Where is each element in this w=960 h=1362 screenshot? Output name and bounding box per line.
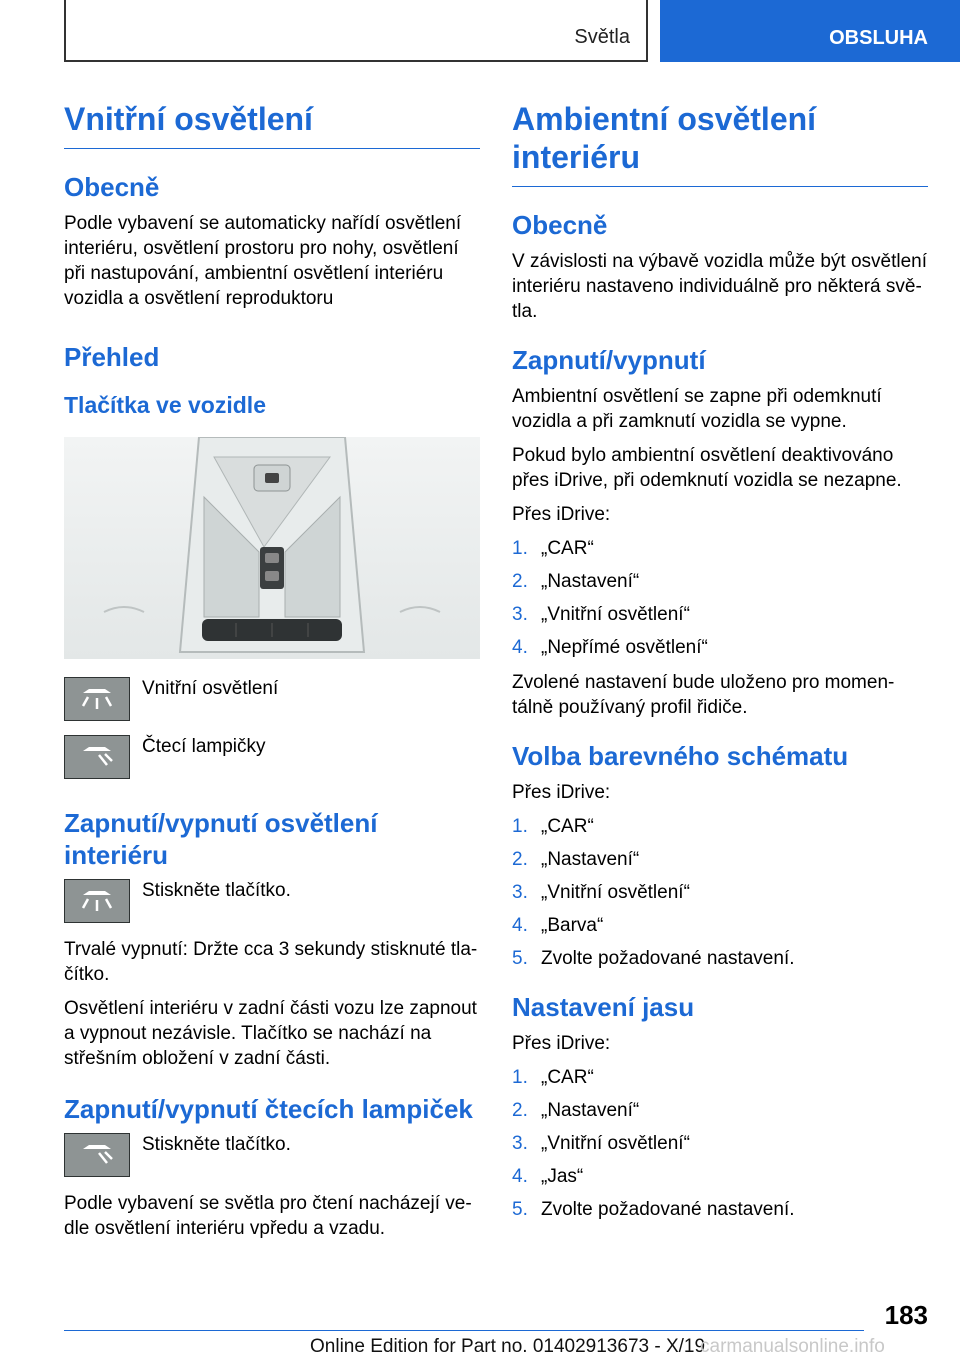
footer-divider bbox=[64, 1330, 864, 1331]
interior-light-label: Vnitřní osvětlení bbox=[142, 678, 279, 699]
list-item: 1. „CAR“ bbox=[512, 816, 594, 837]
list-item: 2. „Nastavení“ bbox=[512, 571, 640, 592]
press-button-text: Stiskněte tlačítko. bbox=[142, 880, 291, 901]
list-item: 2. „Nastavení“ bbox=[512, 849, 640, 870]
header-box bbox=[64, 0, 648, 62]
icon-row-switch-interior bbox=[64, 879, 480, 923]
roof-console-photo bbox=[64, 437, 480, 659]
ambient-general-heading: Obecně bbox=[512, 210, 608, 240]
list-item: 4. „Nepřímé osvětlení“ bbox=[512, 637, 708, 658]
list-item: 1. „CAR“ bbox=[512, 1067, 594, 1088]
ambient-general-text: V závislosti na výbavě vozidla může být osvětlení interiéru nastaveno individuálně pro některá světla. bbox=[512, 251, 928, 322]
reading-light-label: Čtecí lampičky bbox=[142, 736, 266, 757]
ambient-title: Ambientní osvětlení interiéru bbox=[512, 100, 928, 187]
switch-reading-heading: Zapnutí/vypnutí čtecích lampiček bbox=[64, 1094, 473, 1124]
brightness-steps-list bbox=[512, 1065, 928, 1222]
switch-interior-heading: Zapnutí/vypnutí osvětlení interiéru bbox=[64, 808, 378, 870]
section-title: Světla bbox=[574, 26, 630, 48]
general-heading: Obecně bbox=[64, 172, 160, 202]
roof-console-illustration bbox=[64, 437, 480, 659]
icon-row-switch-reading bbox=[64, 1133, 480, 1177]
list-item: 1. „CAR“ bbox=[512, 538, 594, 559]
list-item: 3. „Vnitřní osvětlení“ bbox=[512, 604, 690, 625]
page-title: Vnitřní osvětlení bbox=[64, 100, 480, 149]
right-column bbox=[512, 100, 928, 1232]
icon-row-interior bbox=[64, 677, 480, 721]
watermark: carmanualsonline.info bbox=[700, 1336, 885, 1357]
ambient-onoff-p2: Pokud bylo ambientní osvětlení deaktivováno přes iDrive, při odemknutí vozidla se nezapne. bbox=[512, 445, 902, 491]
list-item: 3. „Vnitřní osvětlení“ bbox=[512, 1133, 690, 1154]
rear-light-text: Osvětlení interiéru v zadní části vozu lze zapnout a vypnout nezávisle. Tlačítko se nachází na střešním obložení v zadní části. bbox=[64, 998, 477, 1069]
color-scheme-heading: Volba barevného schématu bbox=[512, 741, 849, 771]
brightness-heading: Nastavení jasu bbox=[512, 992, 695, 1022]
list-item: 3. „Vnitřní osvětlení“ bbox=[512, 882, 690, 903]
left-column bbox=[64, 100, 480, 1250]
general-text: Podle vybavení se automaticky nařídí osvětlení interiéru, osvětlení prostoru pro nohy, osvětlení při nastupování, ambientní osvětlení interiéru vozidla a osvětlení reproduktoru bbox=[64, 213, 462, 309]
permanent-off-text: Trvalé vypnutí: Držte cca 3 sekundy stisknuté tlačítko. bbox=[64, 939, 478, 985]
ambient-onoff-p1: Ambientní osvětlení se zapne při odemknutí vozidla a při zamknutí vozidla se vypne. bbox=[512, 386, 882, 432]
list-item: 4. „Jas“ bbox=[512, 1166, 584, 1187]
ambient-onoff-note: Zvolené nastavení bude uloženo pro momentálně používaný profil řidiče. bbox=[512, 672, 895, 718]
reading-light-icon bbox=[64, 1133, 130, 1177]
color-via: Přes iDrive: bbox=[512, 782, 611, 803]
reading-light-icon bbox=[64, 735, 130, 779]
interior-light-icon bbox=[64, 879, 130, 923]
chapter-title: OBSLUHA bbox=[829, 27, 928, 49]
chapter-tab bbox=[660, 0, 960, 62]
list-item: 5. Zvolte požadované nastavení. bbox=[512, 1199, 795, 1220]
overview-heading: Přehled bbox=[64, 342, 160, 372]
onoff-steps-list bbox=[512, 536, 928, 660]
edition-text: Online Edition for Part no. 01402913673 - X/19 bbox=[310, 1336, 706, 1357]
icon-row-reading bbox=[64, 735, 480, 779]
list-item: 4. „Barva“ bbox=[512, 915, 604, 936]
ambient-onoff-heading: Zapnutí/vypnutí bbox=[512, 345, 706, 375]
list-item: 2. „Nastavení“ bbox=[512, 1100, 640, 1121]
brightness-via: Přes iDrive: bbox=[512, 1033, 611, 1054]
interior-light-icon bbox=[64, 677, 130, 721]
buttons-heading: Tlačítka ve vozidle bbox=[64, 392, 266, 418]
reading-lights-text: Podle vybavení se světla pro čtení nacházejí vedle osvětlení interiéru vpředu a vzadu. bbox=[64, 1193, 472, 1239]
list-item: 5. Zvolte požadované nastavení. bbox=[512, 948, 795, 969]
ambient-onoff-via: Přes iDrive: bbox=[512, 504, 611, 525]
page-number: 183 bbox=[884, 1300, 928, 1330]
press-button-text: Stiskněte tlačítko. bbox=[142, 1134, 291, 1155]
color-steps-list bbox=[512, 814, 928, 971]
